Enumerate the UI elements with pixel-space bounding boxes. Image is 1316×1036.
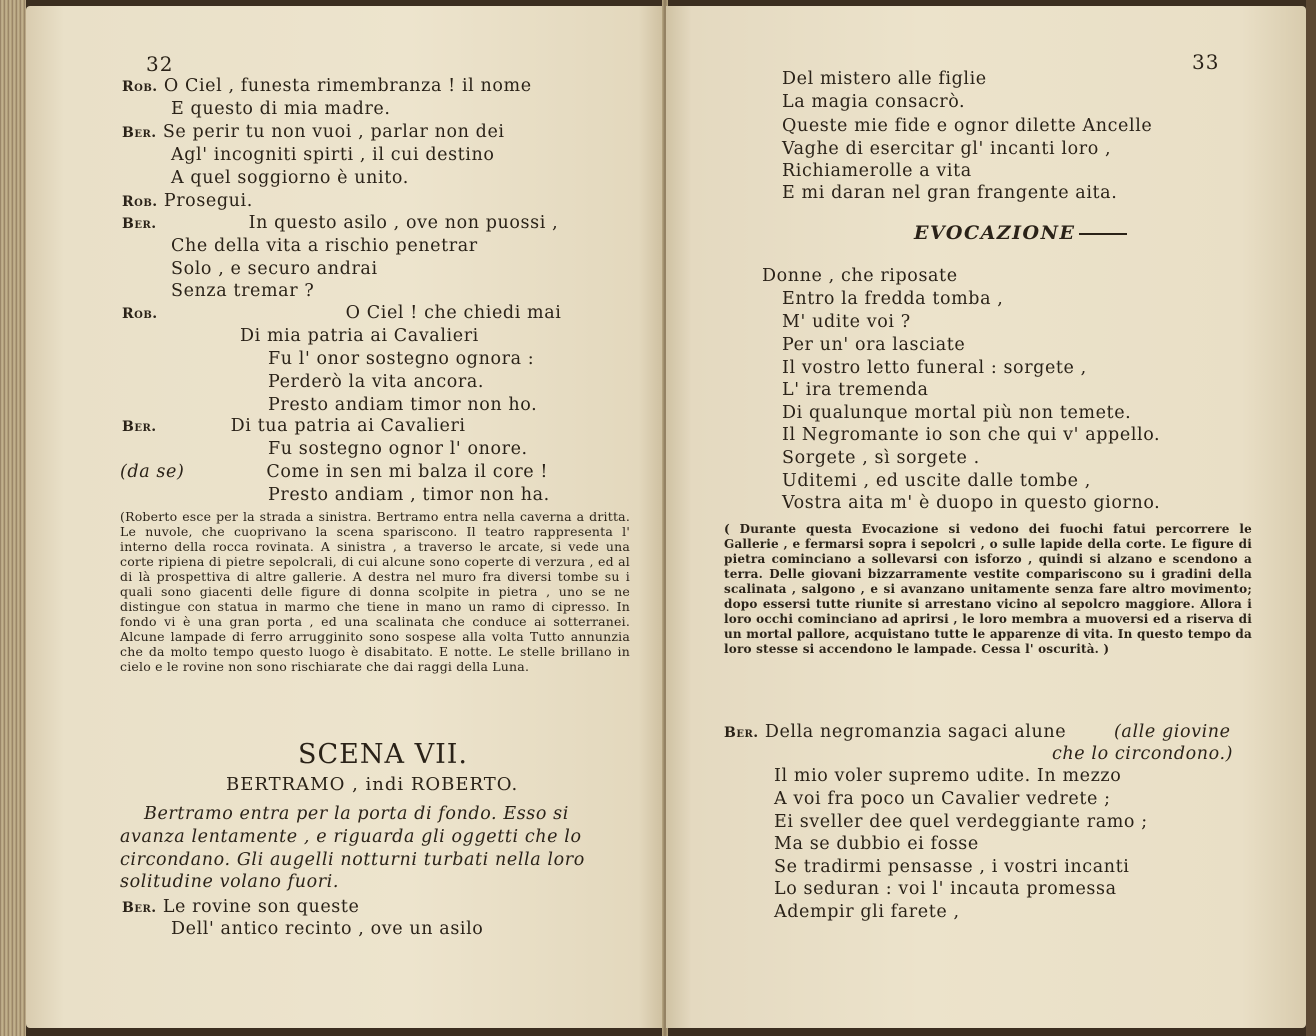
verse-line: Vaghe di esercitar gl' incanti loro ,: [782, 139, 1112, 159]
verse-line: Il mio voler supremo udite. In mezzo: [774, 766, 1122, 786]
italic-stage-line: circondano. Gli augelli notturni turbati nella loro: [120, 850, 585, 870]
italic-stage-line: avanza lentamente , e riguarda gli oggetti che lo: [120, 827, 582, 847]
scene-title: SCENA VII.: [298, 739, 468, 770]
speaker: Rob.: [122, 306, 158, 322]
verse-line: Rob. O Ciel ! che chiedi mai: [122, 303, 562, 323]
verse-line: Ber. Della negromanzia sagaci alune: [724, 722, 1067, 742]
verse-line: Di qualunque mortal più non temete.: [782, 403, 1132, 423]
verse-line: Ber. Le rovine son queste: [122, 897, 360, 917]
verse-line: Dell' antico recinto , ove un asilo: [171, 919, 484, 939]
verse-line: Uditemi , ed uscite dalle tombe ,: [782, 471, 1091, 491]
left-page: [26, 6, 664, 1028]
verse-line: Che della vita a rischio penetrar: [171, 236, 478, 256]
speaker: Rob.: [122, 79, 158, 95]
stage-direction: ( Durante questa Evocazione si vedono dei fuochi fatui percorrere le Gallerie , e fermarsi sopra i sepolcri , o sulle lapide della corte. Le figure di pietra cominciano a sollevarsi con isforzo , quindi si alzano e scendono a terra. Delle giovani bizzarramente vestite compariscono su i gradini della scalinata , salgono , e si avanzano unitamente senza fare altro movimento; dopo essersi tutte riunite si arrestano vicino al sepolcro maggiore. Allora i loro occhi cominciano ad aprirsi , le loro membra a muoversi ed a riserva di un mortal pallore, acquistano tutte le apparenze di vita. In questo tempo da loro stesse si accendono le lampade. Cessa l' oscurità. ): [724, 522, 1252, 656]
verse-line: Ber. Se perir tu non vuoi , parlar non dei: [122, 122, 505, 142]
verse-line: Entro la fredda tomba ,: [782, 289, 1004, 309]
verse-line: Perderò la vita ancora.: [268, 372, 485, 392]
verse-line: Presto andiam , timor non ha.: [268, 485, 550, 505]
verse-line: Presto andiam timor non ho.: [268, 395, 538, 415]
verse-line: Ber. Di tua patria ai Cavalieri: [122, 416, 466, 436]
page-number: 33: [1192, 50, 1220, 74]
italic-stage-line: solitudine volano fuori.: [120, 872, 340, 892]
aside: che lo circondono.): [1052, 744, 1234, 764]
verse-line: Senza tremar ?: [171, 281, 315, 301]
verse-line: Per un' ora lasciate: [782, 335, 966, 355]
verse-line: Ei sveller dee quel verdeggiante ramo ;: [774, 812, 1148, 832]
verse-line: E questo di mia madre.: [171, 99, 391, 119]
aside: (da se): [120, 462, 185, 482]
verse-line: Adempir gli farete ,: [774, 902, 960, 922]
verse-line: Richiamerolle a vita: [782, 161, 972, 181]
speaker: Ber.: [122, 125, 157, 141]
verse-line: Queste mie fide e ognor dilette Ancelle: [782, 116, 1153, 136]
verse-line: E mi daran nel gran frangente aita.: [782, 183, 1118, 203]
cover-edge: [1306, 0, 1316, 1036]
speaker: Ber.: [724, 725, 759, 741]
verse-line: Ma se dubbio ei fosse: [774, 834, 979, 854]
verse-line: Rob. Prosegui.: [122, 191, 253, 211]
section-title: EVOCAZIONE: [914, 222, 1127, 244]
right-page: [666, 6, 1306, 1028]
scene-subtitle: BERTRAMO , indi ROBERTO.: [226, 774, 519, 795]
verse-line: A voi fra poco un Cavalier vedrete ;: [774, 789, 1111, 809]
speaker: Ber.: [122, 900, 157, 916]
speaker: Ber.: [122, 216, 157, 232]
verse-line: Rob. O Ciel , funesta rimembranza ! il nome: [122, 76, 532, 96]
verse-line: Vostra aita m' è duopo in questo giorno.: [782, 493, 1161, 513]
verse-line: Donne , che riposate: [762, 266, 958, 286]
verse-line: (da se) Come in sen mi balza il core !: [120, 462, 549, 482]
verse-line: La magia consacrò.: [782, 92, 966, 112]
italic-stage-line: Bertramo entra per la porta di fondo. Esso si: [144, 804, 569, 824]
aside: (alle giovine: [1114, 722, 1231, 742]
verse-line: Di mia patria ai Cavalieri: [240, 326, 479, 346]
verse-line: Del mistero alle figlie: [782, 69, 987, 89]
verse-line: Il Negromante io son che qui v' appello.: [782, 425, 1161, 445]
page-number: 32: [146, 52, 174, 76]
verse-line: Solo , e securo andrai: [171, 259, 378, 279]
verse-line: Sorgete , sì sorgete .: [782, 448, 980, 468]
verse-line: Agl' incogniti spirti , il cui destino: [171, 145, 495, 165]
verse-line: A quel soggiorno è unito.: [171, 168, 409, 188]
verse-line: Lo seduran : voi l' incauta promessa: [774, 879, 1117, 899]
page-stack-edge: [0, 0, 26, 1036]
speaker: Rob.: [122, 194, 158, 210]
verse-line: Se tradirmi pensasse , i vostri incanti: [774, 857, 1130, 877]
verse-line: Fu sostegno ognor l' onore.: [268, 439, 528, 459]
verse-line: Il vostro letto funeral : sorgete ,: [782, 358, 1087, 378]
verse-line: Fu l' onor sostegno ognora :: [268, 349, 535, 369]
verse-line: L' ira tremenda: [782, 380, 929, 400]
verse-line: M' udite voi ?: [782, 312, 911, 332]
speaker: Ber.: [122, 419, 157, 435]
stage-direction: (Roberto esce per la strada a sinistra. Bertramo entra nella caverna a dritta. Le nuvole, che cuoprivano la scena spariscono. Il teatro rappresenta l' interno della rocca rovinata. A sinistra , a traverso le arcate, si vede una corte ripiena di pietre sepolcrali, di cui alcune sono coperte di verzura , ed al di là prospettiva di altre gallerie. A destra nel muro fra diversi tombe su i quali sono giacenti delle figure di donna scolpite in pietra , uno se ne distingue con statua in marmo che tiene in mano un ramo di cipresso. In fondo vi è una gran porta , ed una scalinata che conduce ai sotterranei. Alcune lampade di ferro arrugginito sono sospese alla volta Tutto annunzia che da molto tempo questo luogo è disabitato. E notte. Le stelle brillano in cielo e le rovine non sono rischiarate che dai raggi della Luna.: [120, 509, 630, 674]
verse-line: Ber. In questo asilo , ove non puossi ,: [122, 213, 559, 233]
